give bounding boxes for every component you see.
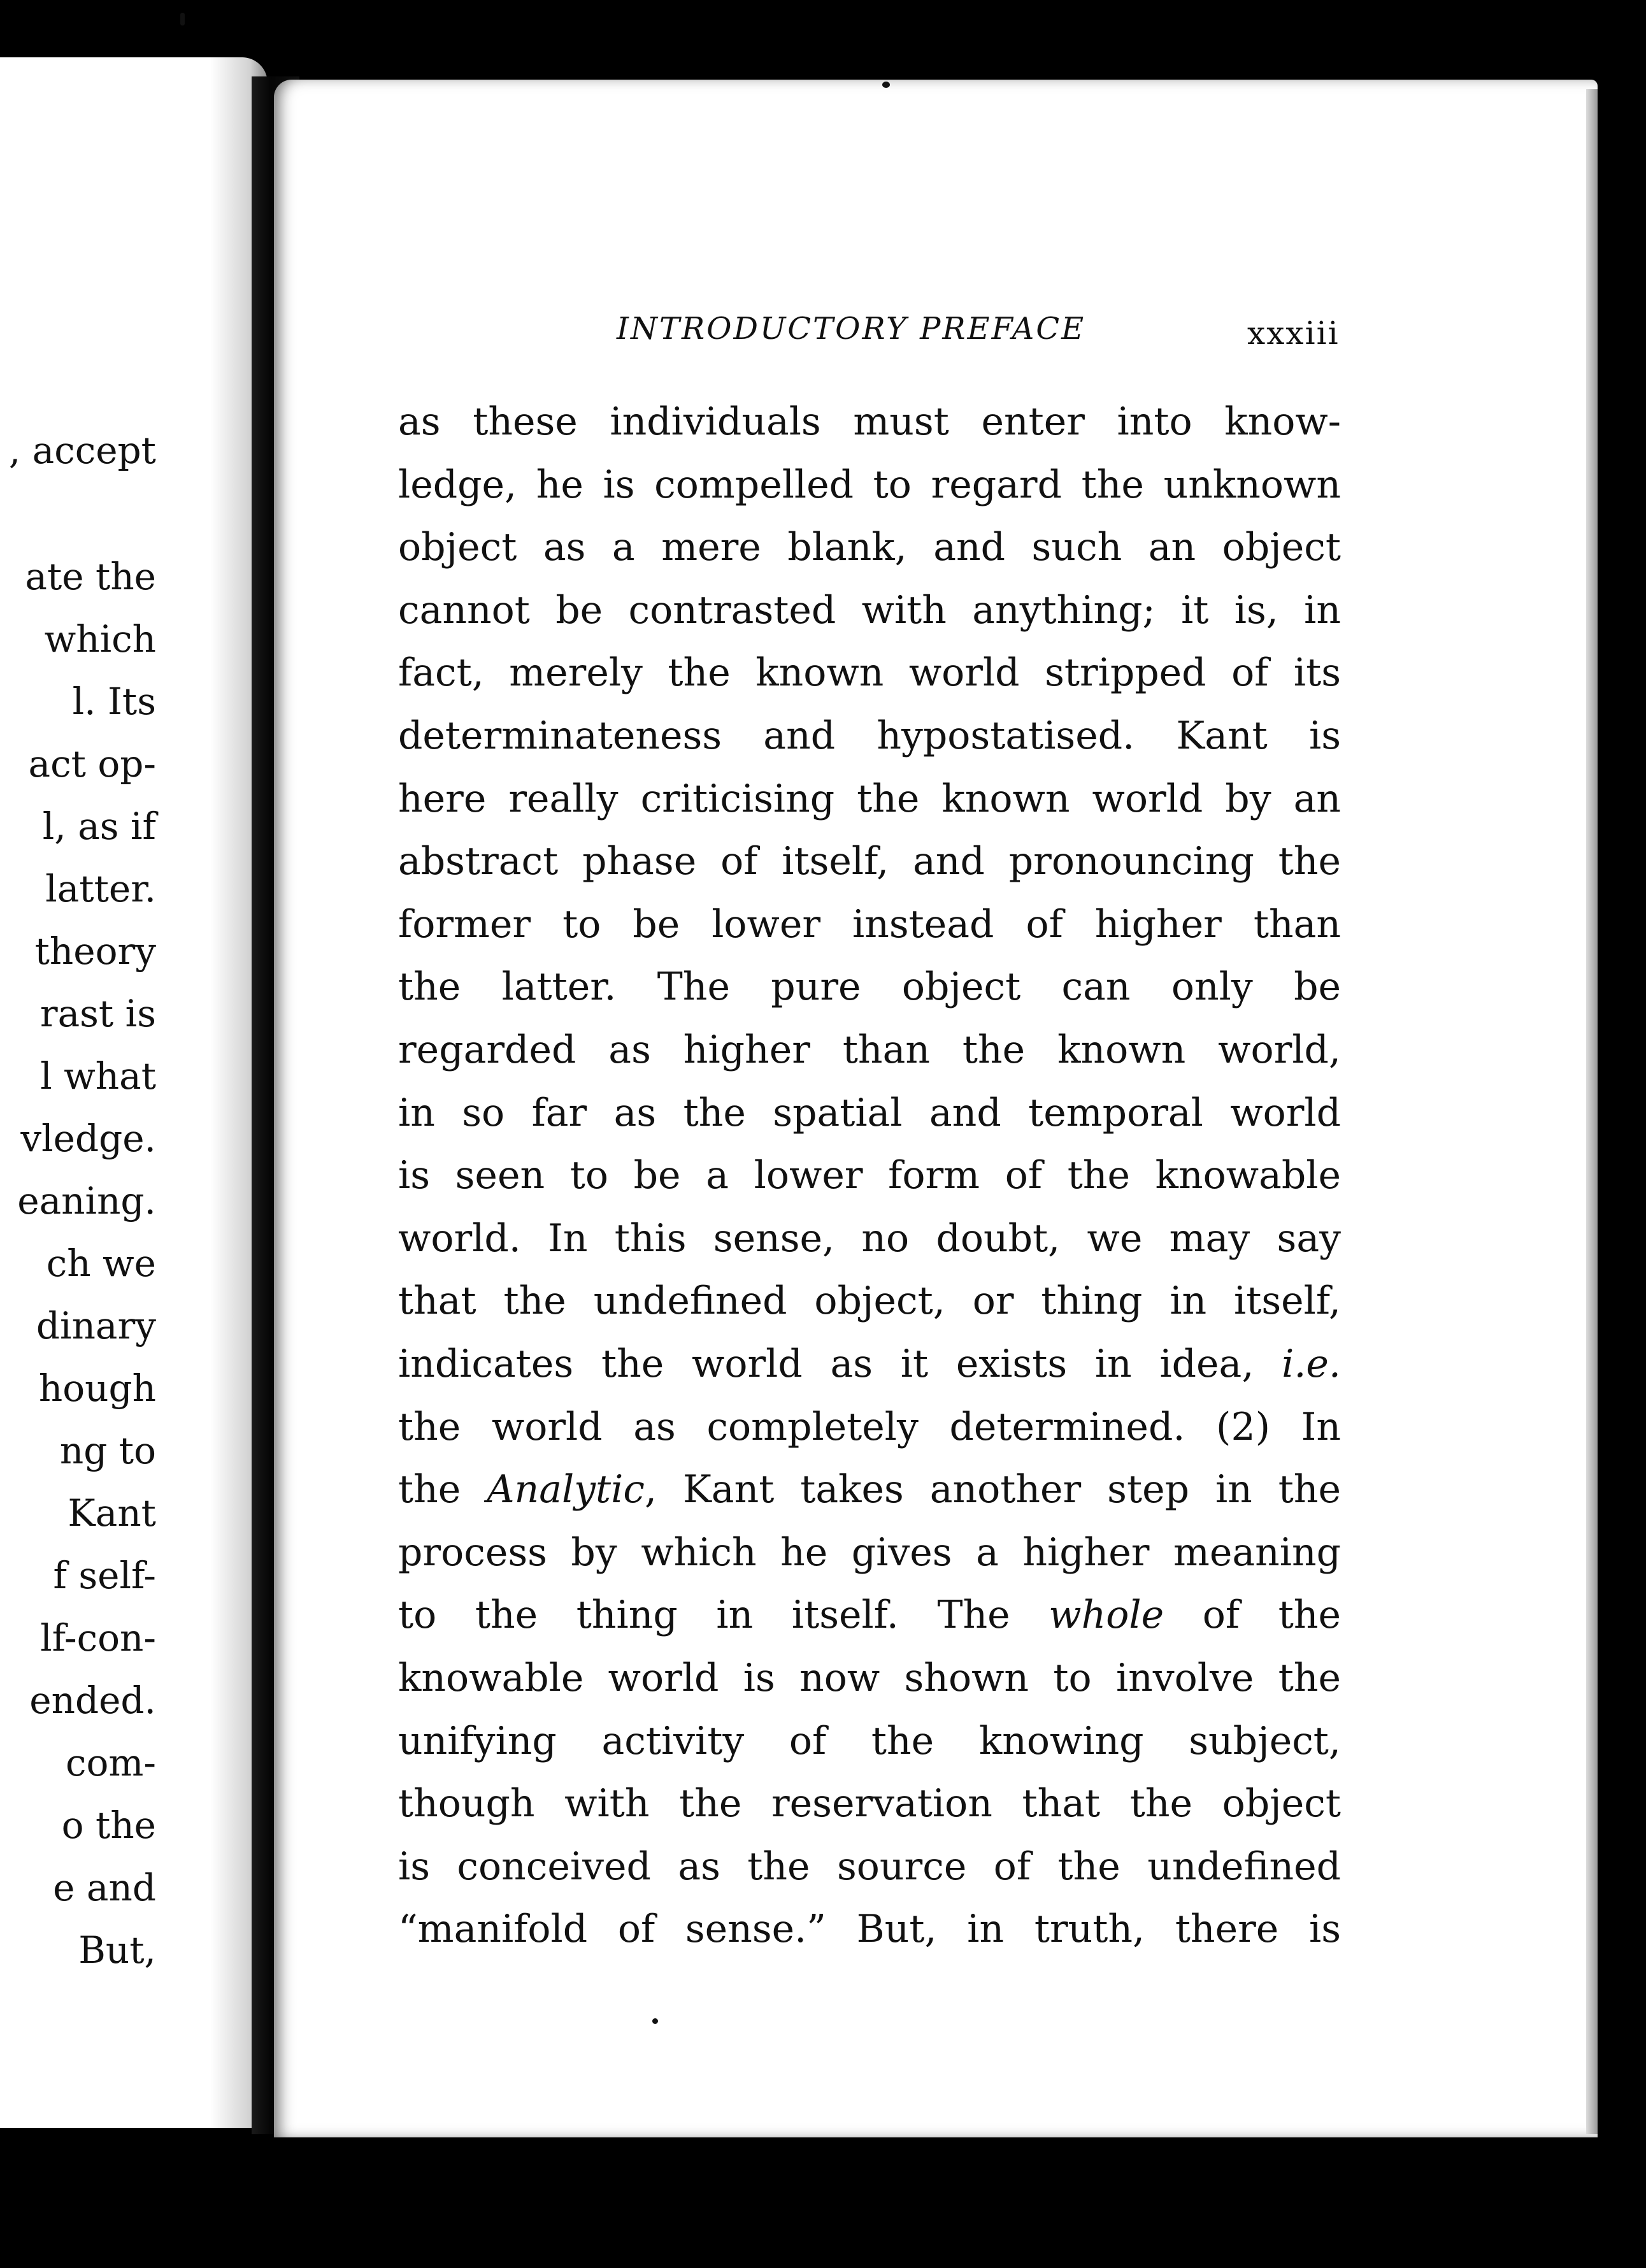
body-line [398,1593,1341,1637]
left-page-fragment: But, [78,1928,156,1972]
left-page-fragment: ended. [29,1679,156,1722]
body-line: in so far as the spatial and temporal world [398,1091,1341,1135]
body-line: fact, merely the known world stripped of its [398,650,1341,695]
body-line: the world as completely determined. (2) In [398,1405,1341,1449]
left-page-fragment: rast is [39,992,156,1035]
right-page-edge [1586,89,1598,2134]
body-line: former to be lower instead of higher than [398,902,1341,947]
left-page-fragment: ch we [46,1242,156,1285]
body-line: is seen to be a lower form of the knowable [398,1153,1341,1198]
left-page-fragment: com- [66,1741,156,1784]
page-number: xxxiii [1247,315,1340,352]
body-line-text: to the thing in itself. The [398,1593,1049,1637]
italic-term: whole [1048,1593,1164,1637]
left-page-fragment: lf-con- [40,1616,156,1660]
left-page-fragment: o the [61,1804,156,1847]
left-page-fragment: ate the [25,555,156,598]
left-page-text-fragments [0,57,156,2128]
body-line: cannot be contrasted with anything; it is, in [398,588,1341,633]
body-line: that the undefined object, or thing in itself, [398,1279,1341,1323]
left-page-fragment: f self- [53,1554,156,1597]
left-page-fragment: ng to [59,1429,156,1472]
left-page-fragment: vledge. [20,1117,156,1160]
body-line: ledge, he is compelled to regard the unknown [398,463,1341,507]
body-line: regarded as higher than the known world, [398,1028,1341,1072]
left-page-fragment: eaning. [17,1179,156,1223]
bottom-speck-mark [652,2018,658,2024]
body-line: “manifold of sense.” But, in truth, there is [398,1907,1341,1951]
running-head-title: INTRODUCTORY PREFACE [617,311,1086,347]
body-line: is conceived as the source of the undefined [398,1844,1341,1889]
italic-term: i.e. [1282,1342,1341,1386]
left-page-fragment: , accept [8,429,156,472]
body-line-text: , Kant takes another step in the [644,1467,1341,1512]
body-line: unifying activity of the knowing subject, [398,1719,1341,1763]
body-line: object as a mere blank, and such an object [398,525,1341,570]
body-line-text: of the [1164,1593,1341,1637]
body-line-text: indicates the world as it exists in idea, [398,1342,1282,1386]
left-page-fragment: l what [40,1054,156,1098]
body-text [398,0,1341,2268]
left-page-fragment: hough [38,1367,156,1410]
body-line-text: the [398,1467,487,1512]
body-line: the latter. The pure object can only be [398,965,1341,1009]
body-line: world. In this sense, no doubt, we may say [398,1216,1341,1261]
body-line: knowable world is now shown to involve the [398,1656,1341,1700]
body-line [398,1467,1341,1512]
body-line: abstract phase of itself, and pronouncing the [398,839,1341,884]
left-page-fragment: l. Its [72,680,156,723]
corner-speck-mark [180,13,185,25]
left-page-fragment: act op- [28,742,156,786]
left-page-fragment: e and [53,1866,156,1909]
body-line: process by which he gives a higher meaning [398,1530,1341,1575]
left-page-fragment: dinary [36,1304,156,1347]
left-page-fragment: theory [34,929,156,973]
body-line: here really criticising the known world by an [398,777,1341,821]
top-speck-mark [882,82,890,88]
left-page-fragment: which [44,617,156,661]
body-line: though with the reservation that the object [398,1781,1341,1826]
left-page-fragment: latter. [45,867,156,910]
body-line [398,1342,1341,1386]
left-page-fragment: Kant [68,1491,156,1535]
body-line: as these individuals must enter into know- [398,399,1341,444]
italic-term: Analytic [487,1467,645,1512]
left-page-fragment: l, as if [42,805,156,848]
body-line: determinateness and hypostatised. Kant is [398,714,1341,758]
